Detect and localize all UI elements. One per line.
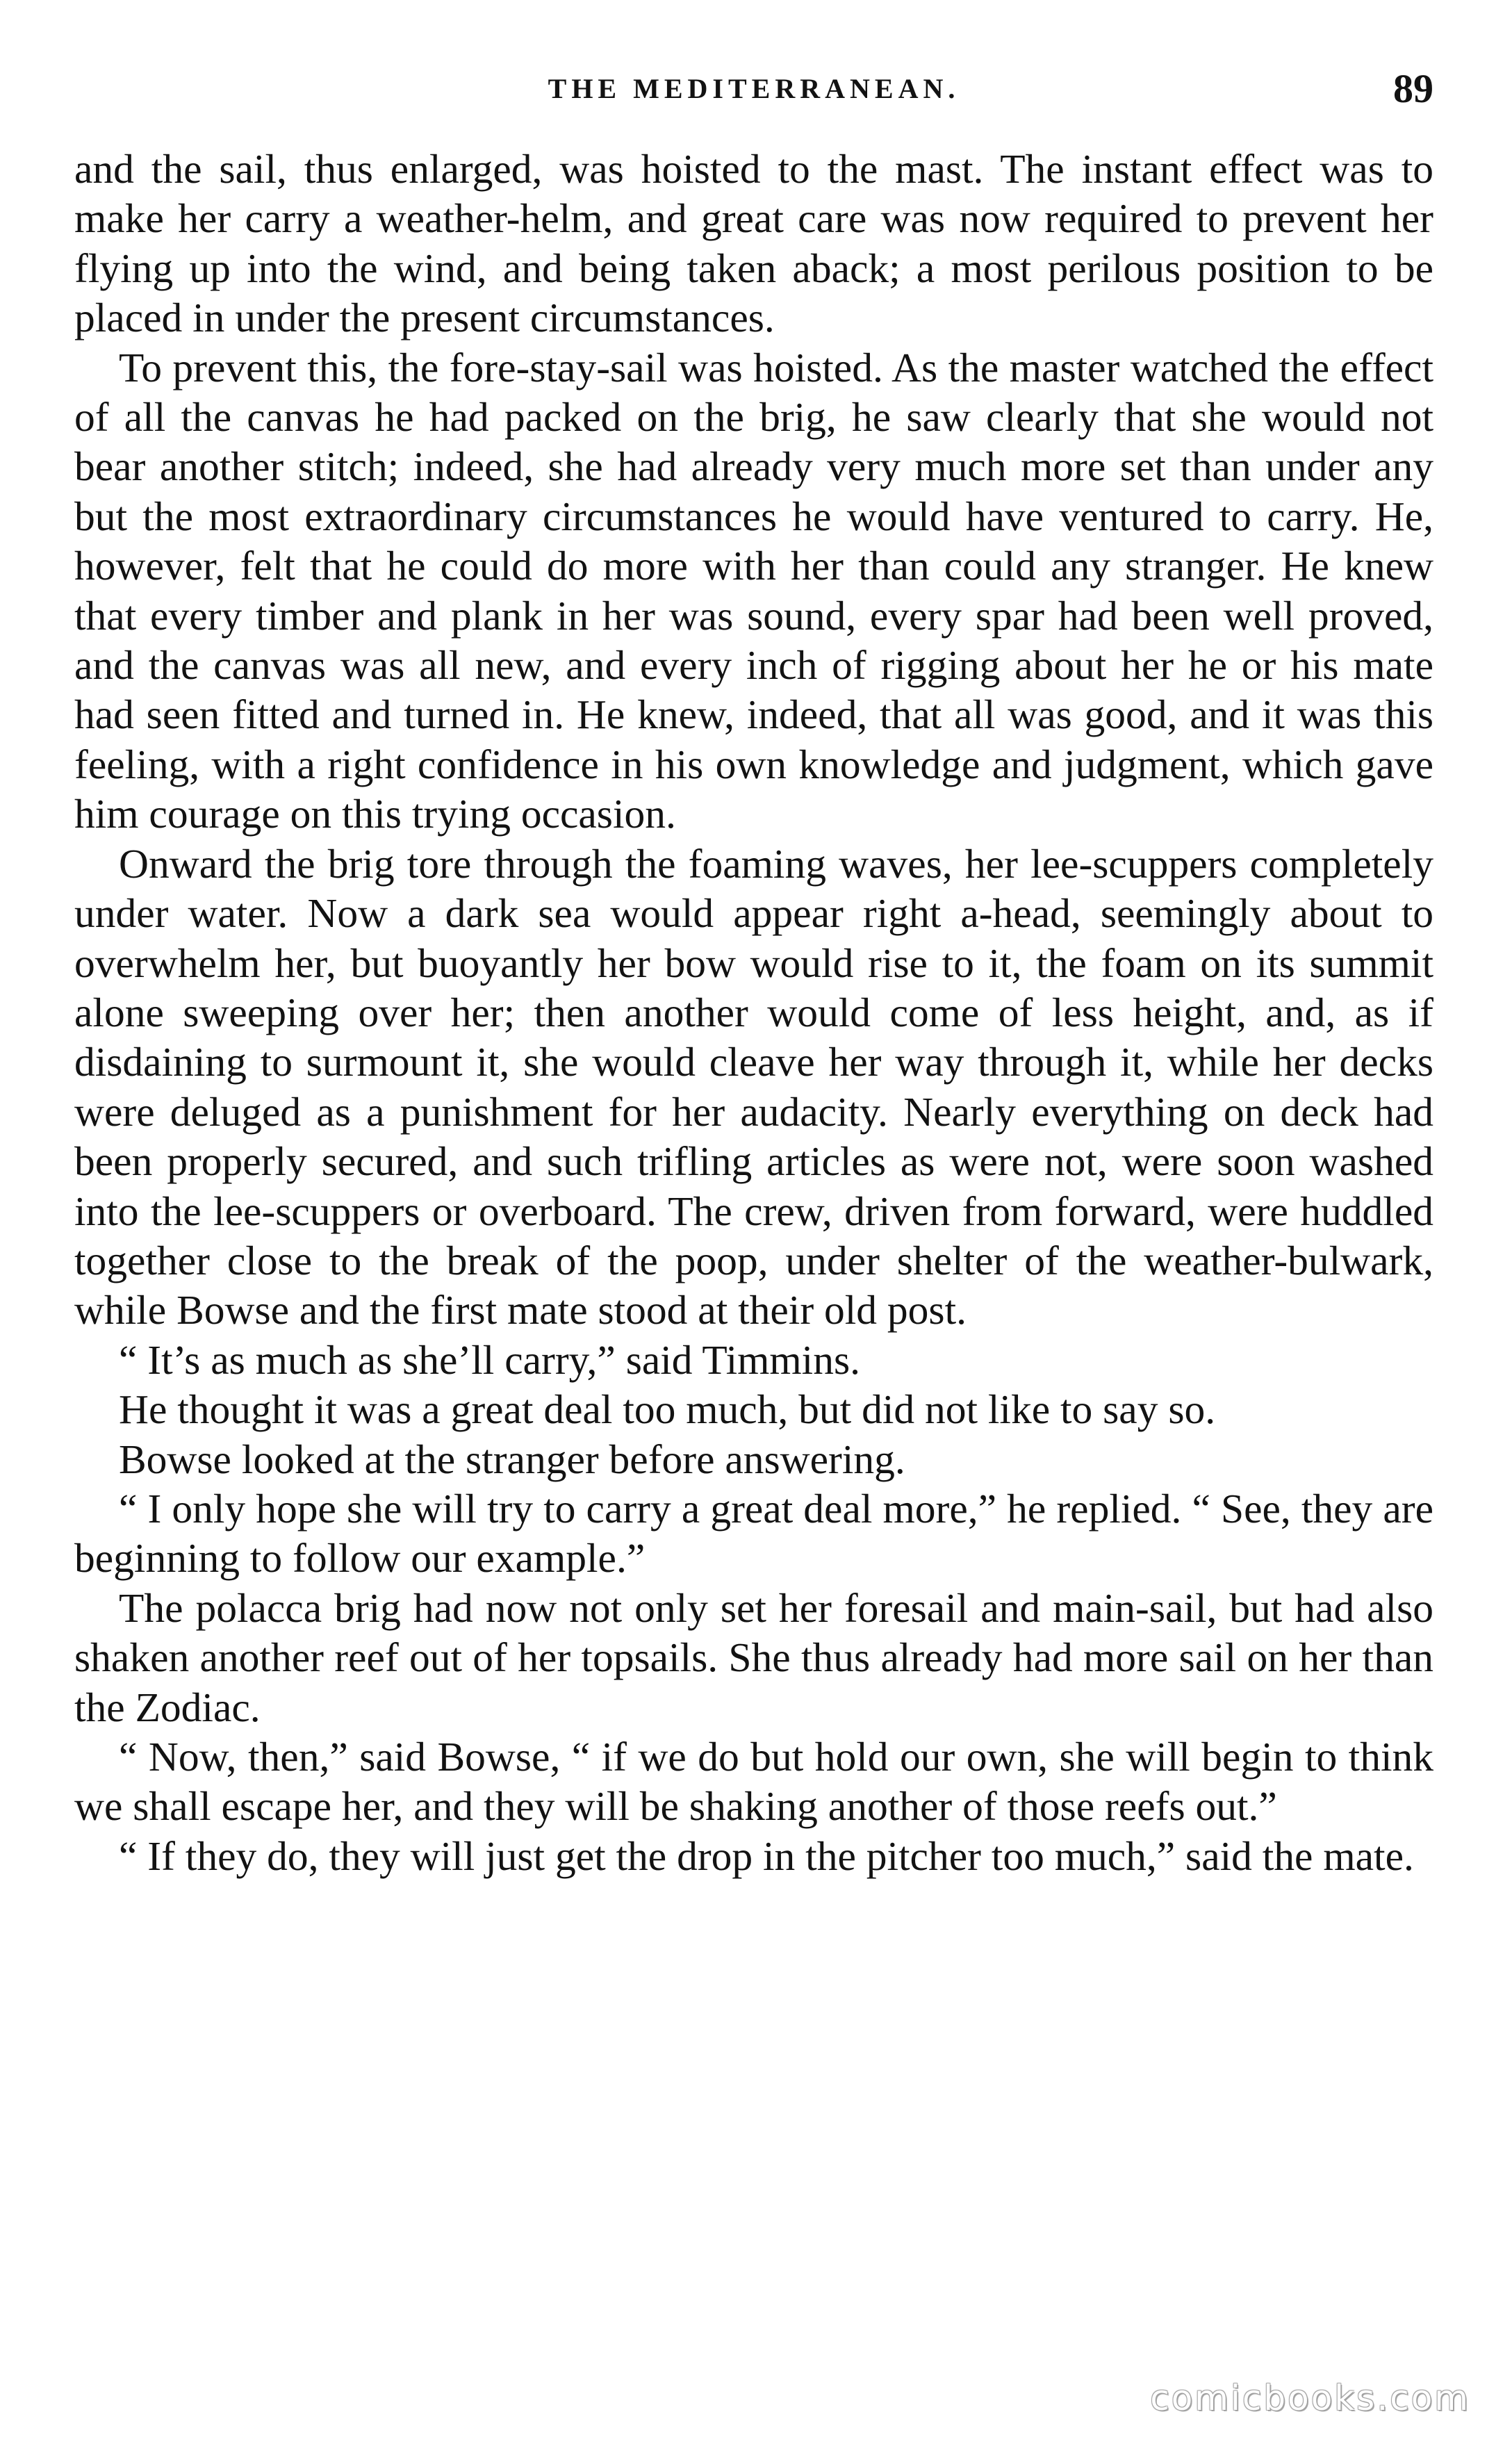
running-head [74,66,1433,121]
paragraph: “ If they do, they will just get the drop in the pitcher too much,” said the mate. [119,1832,1414,1879]
paragraph: Bowse looked at the stranger before answering. [119,1436,905,1482]
paragraph: and the sail, thus enlarged, was hoisted to the mast. The instant effect was to make her carry a weather-helm, and great care was now required to prevent her flying up into the wind, and being taken aback; a most perilous position to be placed in under the present circumstances. [74,146,1433,341]
paragraph: To prevent this, the fore-stay-sail was hoisted. As the master watched the effect of all the canvas he had packed on the brig, he saw clearly that she would not bear another stitch; indeed, she had already very much more set than under any but the most extraordinary circumstances he would have ventured to carry. He, however, felt that he could do more with her than could any stranger. He knew that every timber and plank in her was sound, every spar had been well proved, and the canvas was all new, and every inch of rigging about her he or his mate had seen fitted and turned in. He knew, indeed, that all was good, and it was this feeling, with a right confidence in his own knowledge and judgment, which gave him courage on this trying occasion. [74,344,1433,837]
paragraph: Onward the brig tore through the foaming waves, her lee-scuppers completely under water. Now a dark sea would appear right a-head, seemingly about to overwhelm her, but buoyantly her bow would rise to it, the foam on its summit alone sweeping over her; then another would come of less height, and, as if disdaining to surmount it, she would cleave her way through it, while her decks were deluged as a punishment for her audacity. Nearly everything on deck had been properly secured, and such trifling articles as were not, were soon washed into the lee-scuppers or overboard. The crew, driven from forward, were huddled together close to the break of the poop, under shelter of the weather-bulwark, while Bowse and the first mate stood at their old post. [74,840,1433,1333]
paragraph: He thought it was a great deal too much, but did not like to say so. [119,1386,1216,1433]
running-title: THE MEDITERRANEAN. [548,73,960,104]
watermark: comicbooks.com [1150,2378,1470,2418]
paragraph: The polacca brig had now not only set her foresail and main-sail, but had also shaken another reef out of her topsails. She thus already had more sail on her than the Zodiac. [74,1584,1433,1730]
paragraph: “ It’s as much as she’ll carry,” said Timmins. [119,1336,860,1383]
paragraph: “ Now, then,” said Bowse, “ if we do but hold our own, she will begin to think we shall escape her, and they will be shaking another of those reefs out.” [74,1734,1433,1830]
body-text [74,145,1433,1881]
paragraph: “ I only hope she will try to carry a great deal more,” he replied. “ See, they are beginning to follow our example.” [74,1485,1433,1582]
page-number: 89 [1393,66,1433,111]
